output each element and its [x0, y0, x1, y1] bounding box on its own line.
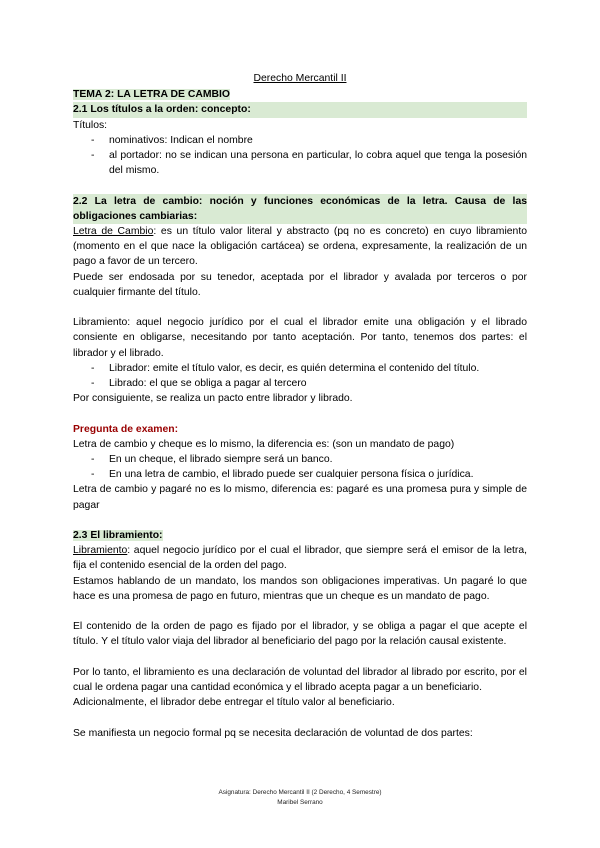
document-page: [73, 71, 527, 741]
paragraph: Libramiento: aquel negocio jurídico por el cual el librador emite una obligación y el librado consiente en obligarse, necesitando por tanto aceptación. Por tanto, tenemos dos partes: el librador y el librado.: [73, 317, 527, 359]
list-item: - En un cheque, el librado siempre será un banco.: [73, 452, 527, 467]
term-libramiento: Libramiento: [73, 545, 128, 557]
section-2-1-title: 2.1 Los títulos a la orden: concepto:: [73, 102, 527, 117]
paragraph: El contenido de la orden de pago es fijado por el librador, y se obliga a pagar el que acepte el título. Y el título valor viaja del librador al beneficiario del pago por la relación causal existente.: [73, 621, 527, 648]
section-2-2-list: [73, 361, 527, 391]
definition-text: : aquel negocio jurídico por el cual el librador, que siempre será el emisor de la letra, fija el contenido esencial de la orden del pago.: [73, 545, 527, 572]
footer-author: Maribel Serrano: [277, 799, 323, 806]
page-footer: [0, 788, 600, 808]
section-2-1-intro: Títulos:: [73, 119, 108, 131]
paragraph: Por lo tanto, el libramiento es una declaración de voluntad del librador al librado por escrito, por el cual le ordena pagar una cantidad económica y el librado acepta pagar a un beneficiario.: [73, 666, 527, 694]
exam-list: [73, 452, 527, 482]
page-header: Derecho Mercantil II: [253, 73, 347, 84]
list-item: - Librado: el que se obliga a pagar al tercero: [73, 376, 527, 391]
paragraph: Letra de cambio y pagaré no es lo mismo, diferencia es: pagaré es una promesa pura y simple de pagar: [73, 484, 527, 511]
paragraph: Letra de cambio y cheque es lo mismo, la diferencia es: (son un mandato de pago): [73, 438, 455, 450]
footer-subject: Asignatura: Derecho Mercantil II (2 Derecho, 4 Semestre): [218, 789, 382, 796]
paragraph: Puede ser endosada por su tenedor, aceptada por el librador y avalada por terceros o por cualquier firmante del título.: [73, 271, 527, 298]
definition-text: : es un título valor literal y abstracto (pq no es concreto) en cuyo libramiento (momento en el que nace la obligación cartácea) se ordena, expresamente, la realización de un pago a favor de un tercero.: [73, 226, 527, 268]
tema-title-text: TEMA 2: LA LETRA DE CAMBIO: [73, 89, 231, 101]
tema-title: [73, 87, 527, 102]
section-2-1-list: [73, 133, 527, 179]
section-2-3-title-text: 2.3 El libramiento:: [73, 530, 163, 542]
section-2-2-title: 2.2 La letra de cambio: noción y funciones económicas de la letra. Causa de las obligaciones cambiarias:: [73, 194, 527, 224]
section-2-2-definition: [73, 224, 527, 270]
paragraph: Por consiguiente, se realiza un pacto entre librador y librado.: [73, 393, 353, 405]
list-item: - al portador: no se indican una persona en particular, lo cobra aquel que tenga la posesión del mismo.: [73, 148, 527, 178]
paragraph: Estamos hablando de un mandato, los mandos son obligaciones imperativas. Un pagaré lo que hace es una promesa de pago en futuro, mientras que un cheque es un mandato de pago.: [73, 575, 527, 602]
exam-question-title: Pregunta de examen:: [73, 423, 179, 435]
section-2-3-definition: [73, 543, 527, 573]
section-2-3-title: [73, 528, 527, 543]
paragraph: Adicionalmente, el librador debe entregar el título valor al beneficiario.: [73, 697, 395, 709]
term-letra-de-cambio: Letra de Cambio: [73, 226, 154, 238]
list-item: - Librador: emite el título valor, es decir, es quién determina el contenido del título.: [73, 361, 527, 376]
paragraph: Se manifiesta un negocio formal pq se necesita declaración de voluntad de dos partes:: [73, 727, 473, 739]
list-item: - nominativos: Indican el nombre: [73, 133, 527, 148]
list-item: - En una letra de cambio, el librado puede ser cualquier persona física o jurídica.: [73, 467, 527, 482]
